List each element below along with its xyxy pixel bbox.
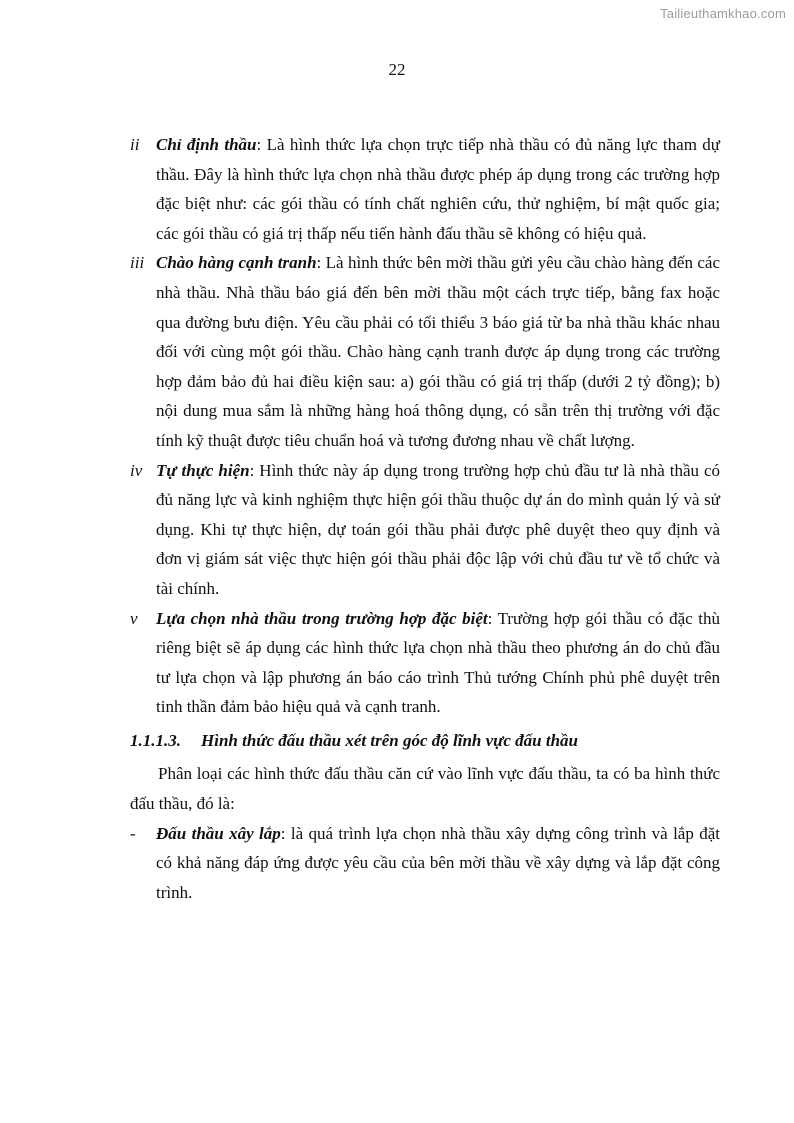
- item-separator: :: [487, 608, 498, 628]
- item-term: Đấu thầu xây lắp: [156, 823, 281, 843]
- item-term: Tự thực hiện: [156, 460, 250, 480]
- item-term: Lựa chọn nhà thầu trong trường hợp đặc biệt: [156, 608, 488, 628]
- item-text: Hình thức này áp dụng trong trường hợp chủ đầu tư là nhà thầu có đủ năng lực và kinh nghiệm thực hiện gói thầu thuộc dự án do mình quản lý và sử dụng. Khi tự thực hiện, dự toán gói thầu phải được phê duyệt theo quy định và đơn vị giám sát việc thực hiện gói thầu phải độc lập với chủ đầu tư về tổ chức và tài chính.: [156, 460, 720, 598]
- list-item: [130, 456, 720, 604]
- list-item: [130, 604, 720, 722]
- item-text: Là hình thức lựa chọn trực tiếp nhà thầu có đủ năng lực tham dự thầu. Đây là hình thức lựa chọn nhà thầu được phép áp dụng trong các trường hợp đặc biệt như: các gói thầu có tính chất nghiên cứu, thử nghiệm, bí mật quốc gia; các gói thầu có giá trị thấp nếu tiến hành đấu thầu sẽ không có hiệu quả.: [156, 135, 720, 243]
- page-number: 22: [388, 60, 406, 79]
- item-separator: :: [249, 460, 260, 480]
- item-term: Chào hàng cạnh tranh: [156, 253, 317, 273]
- list-marker: iv: [130, 460, 143, 480]
- section-heading: [130, 726, 720, 756]
- dash-list-item: [130, 819, 720, 908]
- section-title: Hình thức đấu thầu xét trên góc độ lĩnh vực đấu thầu: [201, 730, 578, 750]
- intro-paragraph: Phân loại các hình thức đấu thầu căn cứ vào lĩnh vực đấu thầu, ta có ba hình thức đấu thầu, đó là:: [130, 764, 720, 814]
- item-separator: :: [316, 253, 326, 273]
- item-text: Là hình thức bên mời thầu gửi yêu cầu chào hàng đến các nhà thầu. Nhà thầu báo giá đến bên mời thầu một cách trực tiếp, bằng fax hoặc qua đường bưu điện. Yêu cầu phải có tối thiểu 3 báo giá từ ba nhà thầu khác nhau đối với cùng một gói thầu. Chào hàng cạnh tranh được áp dụng trong các trường hợp đảm bảo đủ hai điều kiện sau: a) gói thầu có giá trị thấp (dưới 2 tỷ đồng); b) nội dung mua sắm là những hàng hoá thông dụng, có sẵn trên thị trường với đặc tính kỹ thuật được tiêu chuẩn hoá và tương đương nhau về chất lượng.: [156, 253, 720, 450]
- document-body: [130, 130, 720, 907]
- item-separator: :: [280, 823, 291, 843]
- item-term: Chỉ định thầu: [156, 135, 257, 154]
- list-marker: v: [130, 608, 138, 628]
- section-number: 1.1.1.3.: [130, 730, 181, 750]
- item-separator: :: [256, 135, 267, 154]
- watermark: Tailieuthamkhao.com: [660, 6, 786, 21]
- item-text: là quá trình lựa chọn nhà thầu xây dựng công trình và lắp đặt có khả năng đáp ứng được yêu cầu của bên mời thầu về xây dựng và lắp đặt công trình.: [156, 823, 720, 902]
- dash-marker: -: [130, 823, 136, 843]
- list-item: [130, 130, 720, 248]
- item-text: Trường hợp gói thầu có đặc thù riêng biệt sẽ áp dụng các hình thức lựa chọn nhà thầu theo phương án do chủ đầu tư lựa chọn và lập phương án báo cáo trình Thủ tướng Chính phủ phê duyệt trên tinh thần đảm bảo hiệu quả và cạnh tranh.: [156, 608, 720, 717]
- list-item: [130, 248, 720, 455]
- list-marker: ii: [130, 135, 140, 154]
- list-marker: iii: [130, 253, 145, 273]
